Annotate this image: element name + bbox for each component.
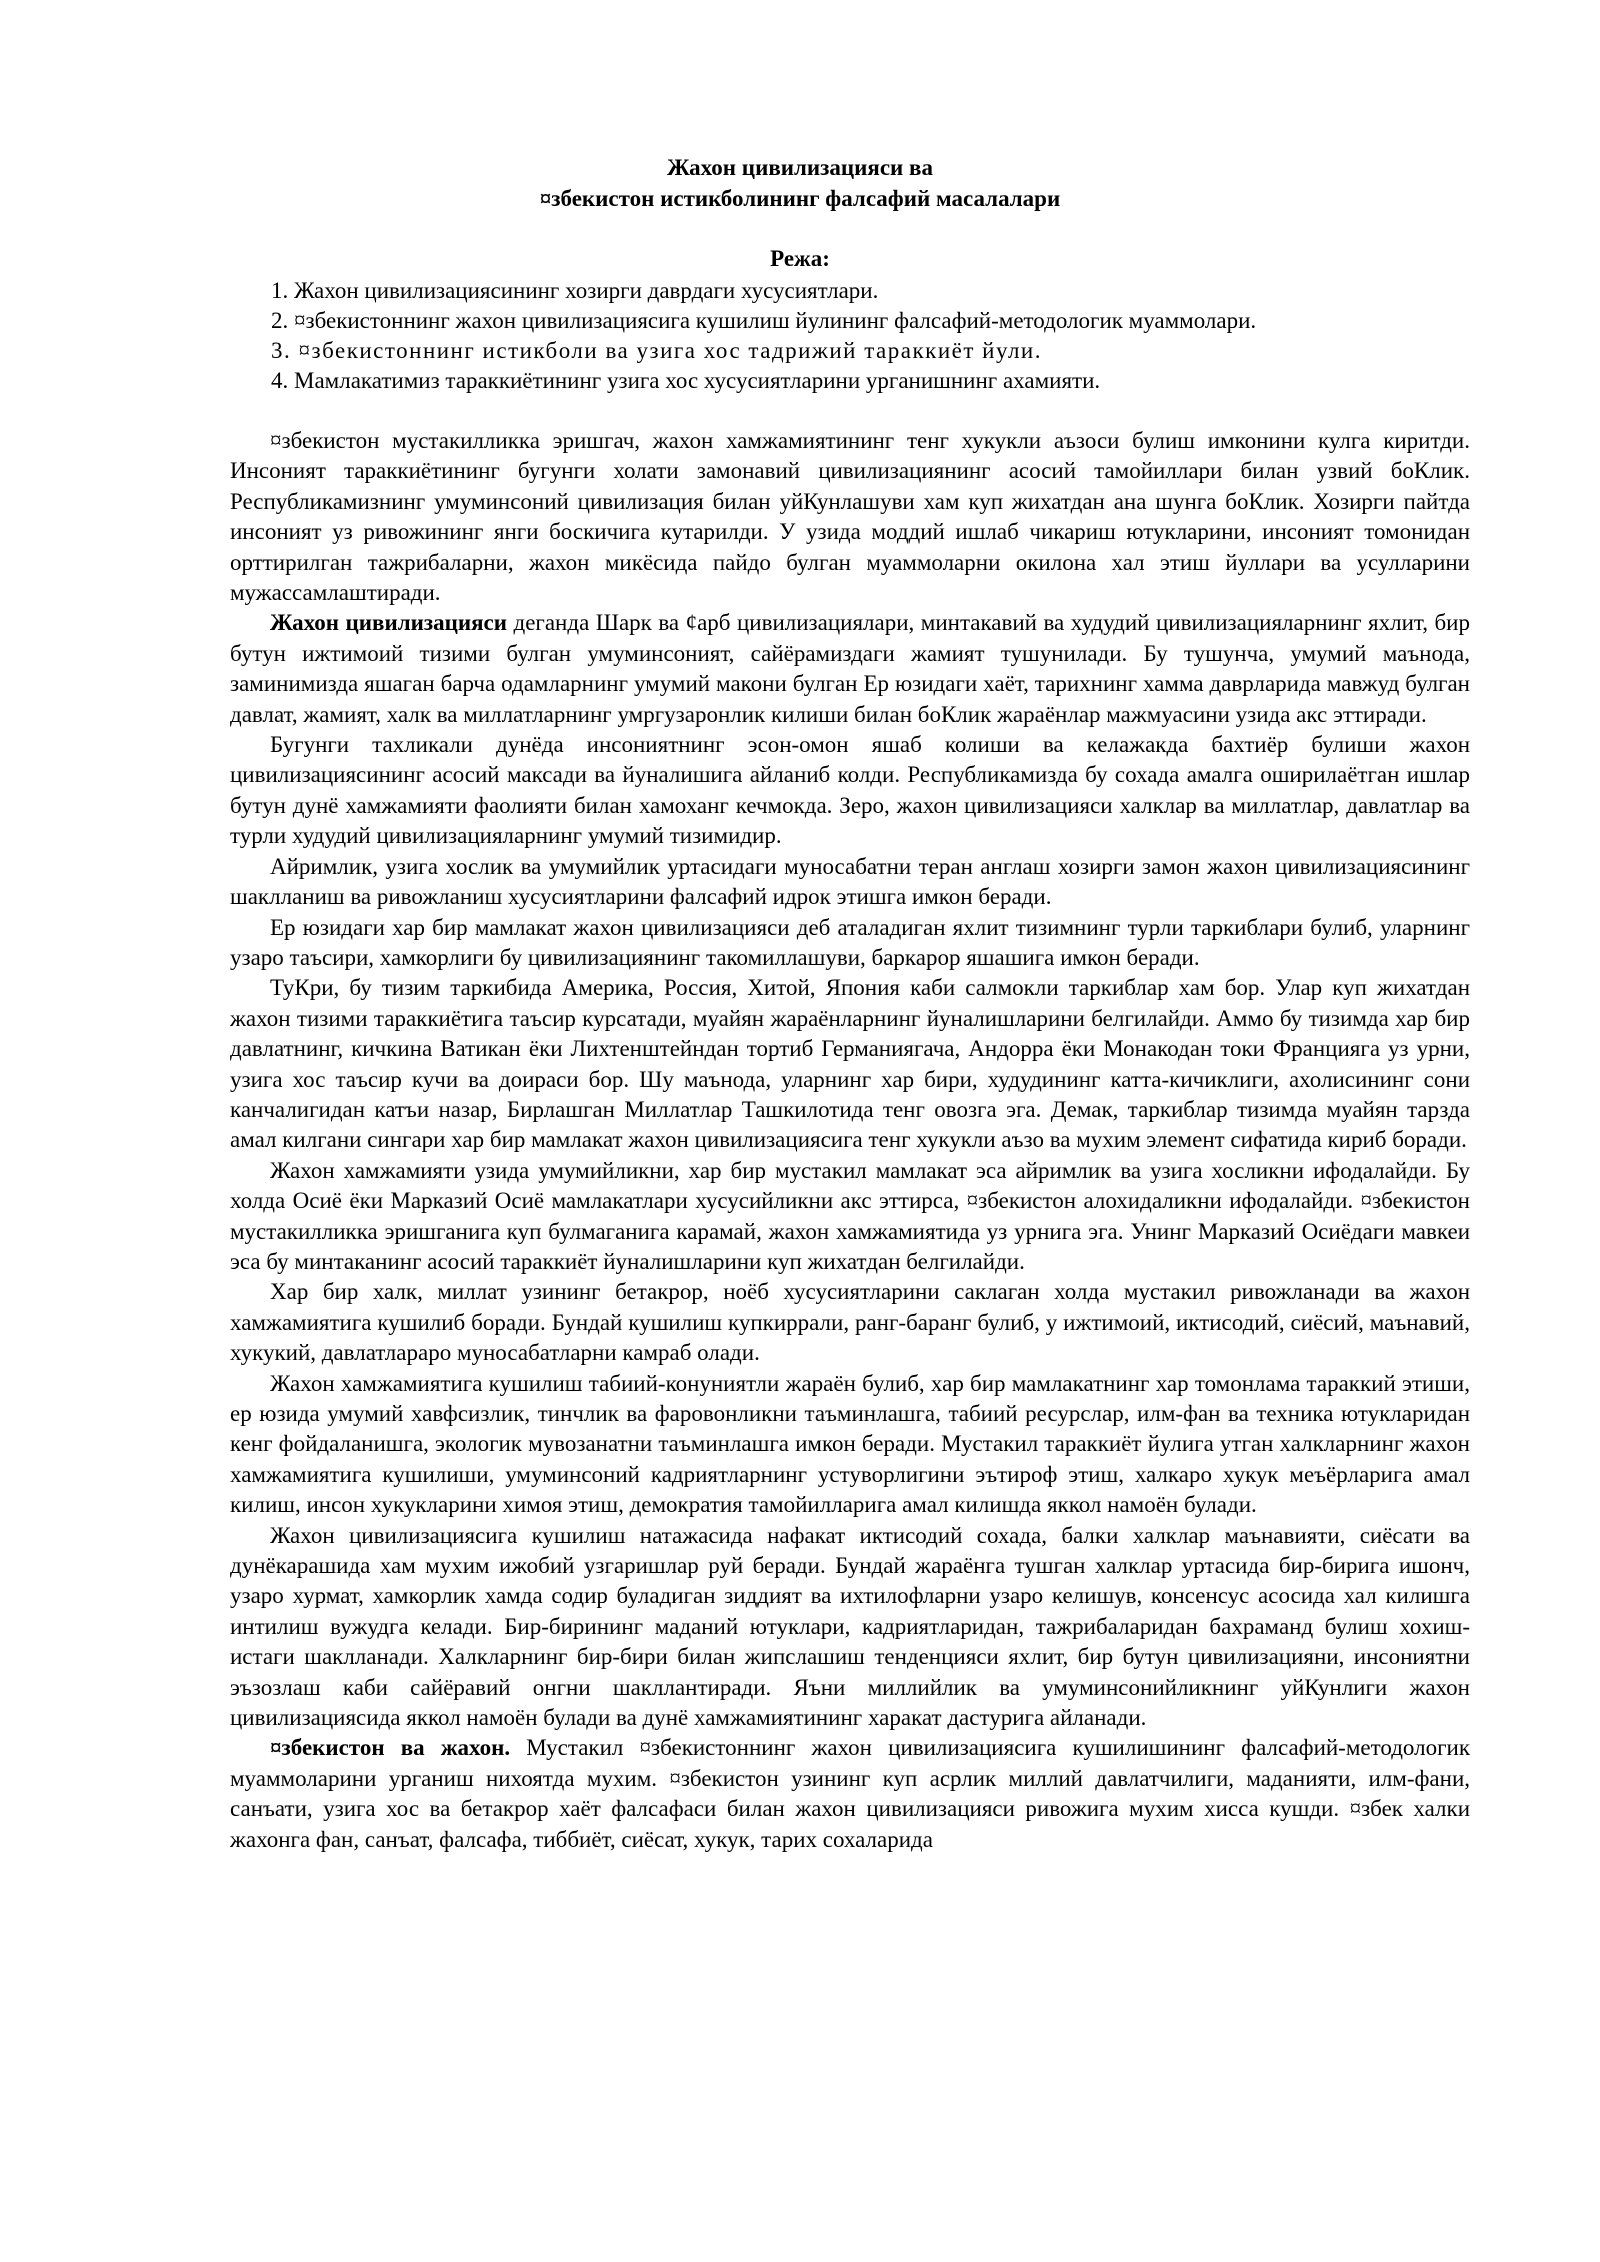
paragraph-lead: ¤збекистон ва жахон. xyxy=(270,1735,511,1761)
paragraph-lead: Жахон цивилизацияси xyxy=(270,610,508,636)
paragraph-text: Ер юзидаги хар бир мамлакат жахон цивилизацияси деб аталадиган яхлит тизимнинг турли таркиблари булиб, уларнинг узаро таъсири, хамкорлиги бу цивилизациянинг такомиллашуви, баркарор яшашига имкон беради. xyxy=(230,914,1470,970)
paragraph-text: ТуКри, бу тизим таркибида Америка, Россия, Хитой, Япония каби салмокли таркиблар хам бор. Улар куп жихатдан жахон тизими тараккиётига таъсир курсатади, муайян жараёнларнинг йуналишларини белгилайди. Аммо бу тизимда хар бир давлатнинг, кичкина Ватикан ёки Лихтенштейндан тортиб Германиягача, Андорра ёки Монакодан токи Францияга уз урни, узига хос таъсир кучи ва доираси бор. Шу маънода, уларнинг хар бири, худудининг катта-кичиклиги, ахолисининг сони канчалигидан катъи назар, Бирлашган Миллатлар Ташкилотида тенг овозга эга. Демак, таркиблар тизимда муайян тарзда амал килгани сингари хар бир мамлакат жахон цивилизациясига тенг хукукли аъзо ва мухим элемент сифатида кириб боради. xyxy=(230,975,1470,1153)
paragraph-3 xyxy=(230,730,1470,852)
paragraph-5 xyxy=(230,913,1470,974)
title-line-1: Жахон цивилизацияси ва xyxy=(667,155,933,180)
paragraph-text: Мустакил ¤збекистоннинг жахон цивилизациясига кушилишининг фалсафий-методологик муаммоларини урганиш нихоятда мухим. ¤збекистон узининг куп асрлик миллий давлатчилиги, маданияти, илм-фани, санъати, узига хос ва бетакрор хаёт фалсафаси билан жахон цивилизацияси ривожига мухим хисса кушди. ¤збек халки жахонга фан, санъат, фалсафа, тиббиёт, сиёсат, хукук, тарих сохаларида xyxy=(230,1735,1470,1852)
paragraph-11 xyxy=(230,1733,1470,1855)
plan-item-3: 3. ¤збекистоннинг истикболи ва узига хос тадрижий тараккиёт йули. xyxy=(271,338,1042,363)
plan-item-1: 1. Жахон цивилизациясининг хозирги даврдаги хусусиятлари. xyxy=(271,278,879,303)
paragraph-4 xyxy=(230,852,1470,913)
paragraph-9 xyxy=(230,1369,1470,1521)
paragraph-text: деганда Шарк ва ¢арб цивилизациялари, минтакавий ва худудий цивилизацияларнинг яхлит, бир бутун ижтимоий тизими булган умуминсоният, сайёрамиздаги жамият тушунилади. Бу тушунча, умумий маънода, заминимизда яшаган барча одамларнинг умумий макони булган Ер юзидаги хаёт, тарихнинг хамма даврларида мавжуд булган давлат, жамият, халк ва миллатларнинг умргузаронлик килиши билан боКлик жараёнлар мажмуасини узида акс эттиради. xyxy=(230,610,1470,727)
paragraph-text: Хар бир халк, миллат узининг бетакрор, ноёб хусусиятларини саклаган холда мустакил ривожланади ва жахон хамжамиятига кушилиб боради. Бундай кушилиш купкиррали, ранг-баранг булиб, у ижтимоий, иктисодий, сиёсий, маънавий, хукукий, давлатлараро муносабатларни камраб олади. xyxy=(230,1279,1470,1366)
paragraph-text: Жахон цивилизациясига кушилиш натажасида нафакат иктисодий сохада, балки халклар маънавияти, сиёсати ва дунёкарашида хам мухим ижобий узгаришлар руй беради. Бундай жараёнга тушган халклар уртасида бир-бирига ишонч, узаро хурмат, хамкорлик хамда содир буладиган зиддият ва ихтилофларни узаро келишув, консенсус асосида хал килишга интилиш вужудга келади. Бир-бирининг маданий ютуклари, кадриятларидан, тажрибаларидан бахраманд булиш хохиш-истаги шаклланади. Халкларнинг бир-бири билан жипслашиш тенденцияси яхлит, бир бутун цивилизацияни, инсониятни эъзозлаш каби сайёравий онгни шакллантиради. Яъни миллийлик ва умуминсонийликнинг уйКунлиги жахон цивилизациясида яккол намоён булади ва дунё хамжамиятининг харакат дастурига айланади. xyxy=(230,1522,1470,1731)
paragraph-8 xyxy=(230,1277,1470,1368)
paragraph-6 xyxy=(230,973,1470,1155)
paragraph-text: Жахон хамжамияти узида умумийликни, хар бир мустакил мамлакат эса айримлик ва узига хосликни ифодалайди. Бу холда Осиё ёки Марказий Осиё мамлакатлари хусусийликни акс эттирса, ¤збекистон алохидаликни ифодалайди. ¤збекистон мустакилликка эришганига куп булмаганига карамай, жахон хамжамиятида уз урнига эга. Унинг Марказий Осиёдаги мавкеи эса бу минтаканинг асосий тараккиёт йуналишларини куп жихатдан белгилайди. xyxy=(230,1157,1470,1274)
plan-heading: Режа: xyxy=(770,246,830,271)
plan-list xyxy=(271,276,1471,396)
paragraph-text: Айримлик, узига хослик ва умумийлик уртасидаги муносабатни теран англаш хозирги замон жахон цивилизациясининг шаклланиш ва ривожланиш хусусиятларини фалсафий идрок этишга имкон беради. xyxy=(230,853,1470,910)
body-text xyxy=(230,426,1470,1855)
paragraph-1 xyxy=(230,426,1470,608)
title-line-2: ¤збекистон истикболининг фалсафий масалалари xyxy=(539,186,1061,211)
plan-item-2: 2. ¤збекистоннинг жахон цивилизациясига кушилиш йулининг фалсафий-методологик муаммолари. xyxy=(271,308,1257,333)
paragraph-text: ¤збекистон мустакилликка эришгач, жахон хамжамиятининг тенг хукукли аъзоси булиш имконини кулга киритди. Инсоният тараккиётининг бугунги холати замонавий цивилизациянинг асосий тамойиллари билан узвий боКлик. Республикамизнинг умуминсоний цивилизация билан уйКунлашуви хам куп жихатдан ана шунга боКлик. Хозирги пайтда инсоният уз ривожининг янги боскичига кутарилди. У узида моддий ишлаб чикариш ютукларини, инсоният томонидан орттирилган тажрибаларни, жахон микёсида пайдо булган муаммоларни окилона хал этиш йуллари ва усулларини мужассамлаштиради. xyxy=(230,428,1470,606)
paragraph-text: Бугунги тахликали дунёда инсониятнинг эсон-омон яшаб колиши ва келажакда бахтиёр булиши жахон цивилизациясининг асосий максади ва йуналишига айланиб колди. Республикамизда бу сохада амалга оширилаётган ишлар бутун дунё хамжамияти фаолияти билан хамоханг кечмокда. Зеро, жахон цивилизацияси халклар ва миллатлар, давлатлар ва турли худудий цивилизацияларнинг умумий тизимидир. xyxy=(230,732,1470,849)
document-title xyxy=(0,152,1600,214)
paragraph-2 xyxy=(230,608,1470,730)
paragraph-text: Жахон хамжамиятига кушилиш табиий-конуниятли жараён булиб, хар бир мамлакатнинг хар томонлама тараккий этиши, ер юзида умумий хавфсизлик, тинчлик ва фаровонликни таъминлашга, табиий ресурслар, илм-фан ва техника ютукларидан кенг фойдаланишга, экологик мувозанатни таъминлашга имкон беради. Мустакил тараккиёт йулига утган халкларнинг жахон хамжамиятига кушилиши, умуминсоний кадриятларнинг устуворлигини эътироф этиш, халкаро хукук меъёрларига амал килиш, инсон хукукларини химоя этиш, демократия тамойилларига амал килишда яккол намоён булади. xyxy=(230,1370,1470,1518)
paragraph-10 xyxy=(230,1521,1470,1734)
plan-item-4: 4. Мамлакатимиз тараккиётининг узига хос хусусиятларини урганишнинг ахамияти. xyxy=(271,368,1101,393)
paragraph-7 xyxy=(230,1156,1470,1278)
